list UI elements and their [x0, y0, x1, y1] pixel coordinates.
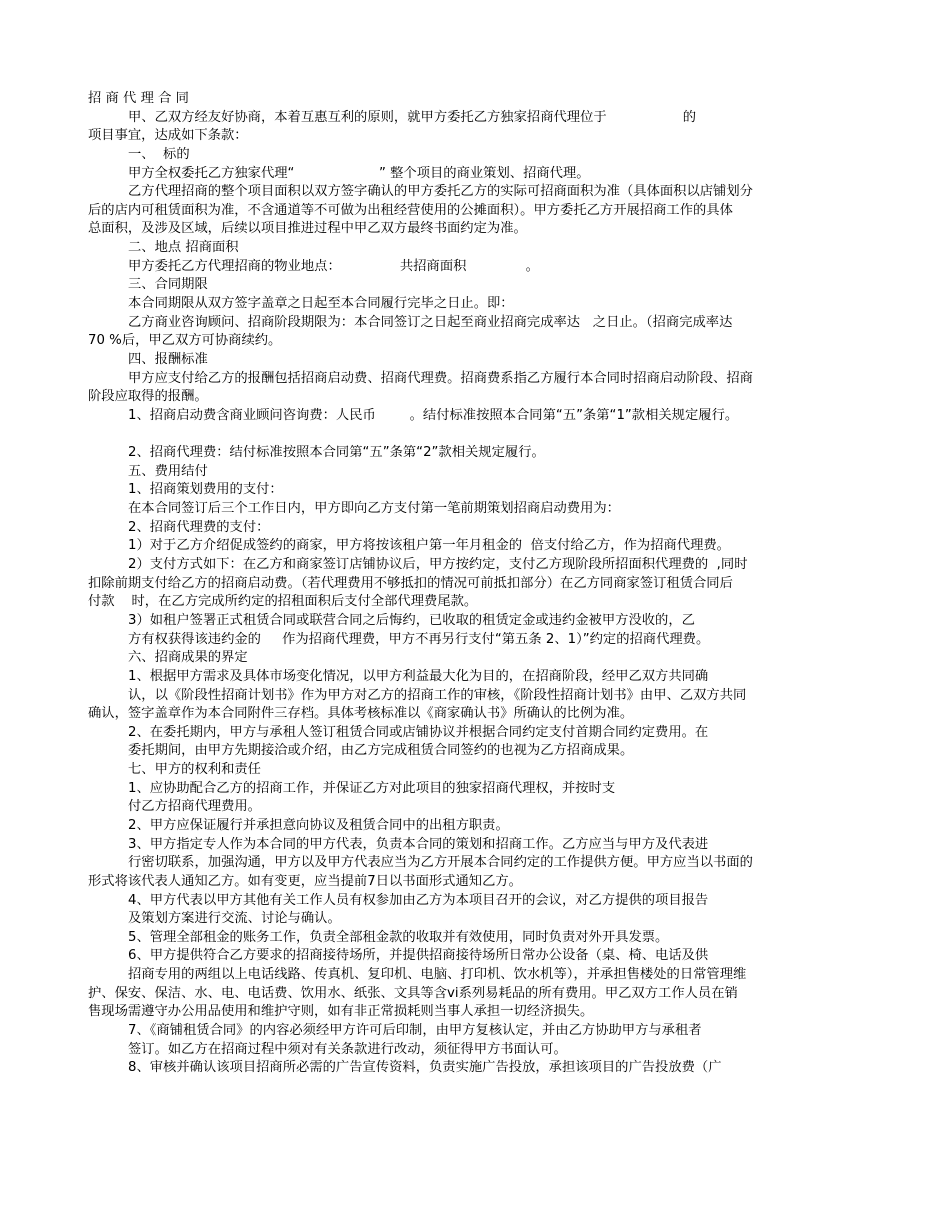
text-line: 3、甲方指定专人作为本合同的甲方代表，负责本合同的策划和招商工作。乙方应当与甲方及代表进	[128, 836, 709, 852]
text-line: 2、甲方应保证履行并承担意向协议及租赁合同中的出租方职责。	[128, 817, 509, 833]
text-line: 7、《商铺租赁合同》的内容必须经甲方许可后印制，由甲方复核认定，并由乙方协助甲方与承租者	[128, 1023, 702, 1039]
text-line: 2）支付方式如下：在乙方和商家签订店铺协议后，甲方按约定，支付乙方现阶段所招面积代理费的 ,同时	[128, 557, 748, 573]
text-line	[88, 426, 868, 445]
text-line: 甲方全权委托乙方独家代理“ ” 整个项目的商业策划、招商代理。	[128, 165, 590, 181]
text-line: 6、甲方提供符合乙方要求的招商接待场所，并提供招商接待场所日常办公设备（桌、椅、电话及供	[128, 948, 709, 964]
text-line: 后的店内可租赁面积为准，不含通道等不可做为出租经营使用的公摊面积）。甲方委托乙方开展招商工作的具体	[88, 202, 733, 218]
text-line: 乙方商业咨询顾问、招商阶段期限为：本合同签订之日起至商业招商完成率达 之日止。（招商完成率达	[128, 314, 733, 330]
text-line: 甲、乙双方经友好协商，本着互惠互利的原则，就甲方委托乙方独家招商代理位于 的	[128, 109, 697, 125]
text-line: 一、 标的	[128, 146, 190, 162]
text-line: 形式将该代表人通知乙方。如有变更，应当提前7日以书面形式通知乙方。	[88, 873, 522, 889]
text-line: 1、根据甲方需求及具体市场变化情况，以甲方利益最大化为目的，在招商阶段，经甲乙双方共同确	[128, 668, 709, 684]
text-line: 及策划方案进行交流、讨论与确认。	[128, 911, 341, 927]
text-line: 2、在委托期内，甲方与承租人签订租赁合同或店铺协议并根据合同约定支付首期合同约定费用。在	[128, 724, 709, 740]
text-line: 本合同期限从双方签字盖章之日起至本合同履行完毕之日止。即：	[128, 296, 514, 312]
text-line: 六、招商成果的界定	[128, 650, 248, 666]
text-line: 确认，签字盖章作为本合同附件三存档。具体考核标准以《商家确认书》所确认的比例为准。	[88, 706, 634, 722]
text-line: 阶段应取得的报酬。	[88, 389, 208, 405]
text-line: 认，以《阶段性招商计划书》作为甲方对乙方的招商工作的审核，《阶段性招商计划书》由甲、乙双方共同	[128, 687, 747, 703]
text-line: 2、招商代理费的支付：	[128, 519, 270, 535]
text-line: 售现场需遵守办公用品使用和维护守则，如有非正常损耗则当事人承担一切经济损失。	[88, 1004, 594, 1020]
text-line: 四、报酬标准	[128, 351, 208, 367]
text-line: 委托期间，由甲方先期接洽或介绍，由乙方完成租赁合同签约的也视为乙方招商成果。	[128, 743, 634, 759]
text-line: 4、甲方代表以甲方其他有关工作人员有权参加由乙方为本项目召开的会议，对乙方提供的项目报告	[128, 892, 709, 908]
text-line: 1）对于乙方介绍促成签约的商家，甲方将按该租户第一年月租金的 倍支付给乙方，作为招商代理费。	[128, 538, 730, 554]
text-line: 1、招商启动费含商业顾问咨询费：人民币 。结付标准按照本合同第“五”条第“1”款相关规定履行。	[128, 407, 739, 423]
text-line: 付乙方招商代理费用。	[128, 799, 261, 815]
text-line: 在本合同签订后三个工作日内，甲方即向乙方支付第一笔前期策划招商启动费用为：	[128, 501, 620, 517]
text-line: 总面积，及涉及区域，后续以项目推进过程中甲乙双方最终书面约定为准。	[88, 221, 527, 237]
text-line: 二、地点 招商面积	[128, 240, 239, 256]
text-line: 5、管理全部租金的账务工作，负责全部租金款的收取并有效使用，同时负责对外开具发票。	[128, 929, 669, 945]
text-line: 3）如租户签署正式租赁合同或联营合同之后悔约，已收取的租赁定金或违约金被甲方没收的，乙	[128, 612, 695, 628]
text-line: 扣除前期支付给乙方的招商启动费。（若代理费用不够抵扣的情况可前抵扣部分）在乙方同商家签订租赁合同后	[88, 575, 733, 591]
text-line: 项目事宜，达成如下条款：	[88, 128, 248, 144]
text-line: 七、甲方的权利和责任	[128, 762, 261, 778]
text-line: 护、保安、保洁、水、电、电话费、饮用水、纸张、文具等含vi系列易耗品的所有费用。甲乙双方工作人员在销	[88, 985, 738, 1001]
text-line: 方有权获得该违约金的 作为招商代理费，甲方不再另行支付“第五条 2、1）”约定的招商代理费。	[128, 631, 710, 647]
text-line: 行密切联系，加强沟通，甲方以及甲方代表应当为乙方开展本合同约定的工作提供方便。甲方应当以书面的	[128, 855, 753, 871]
text-line: 70 %后，甲乙双方可协商续约。	[88, 333, 282, 349]
text-line: 1、应协助配合乙方的招商工作，并保证乙方对此项目的独家招商代理权，并按时支	[128, 780, 616, 796]
text-line: 1、招商策划费用的支付：	[128, 482, 283, 498]
text-line: 甲方应支付给乙方的报酬包括招商启动费、招商代理费。招商费系指乙方履行本合同时招商启动阶段、招商	[128, 370, 753, 386]
text-line: 8、审核并确认该项目招商所必需的广告宣传资料，负责实施广告投放，承担该项目的广告投放费（广	[128, 1060, 722, 1076]
document-title: 招 商 代 理 合 同	[88, 91, 189, 106]
text-line: 签订。如乙方在招商过程中须对有关条款进行改动，须征得甲方书面认可。	[128, 1041, 567, 1057]
text-line: 乙方代理招商的整个项目面积以双方签字确认的甲方委托乙方的实际可招商面积为准（具体面积以店铺划分	[128, 184, 753, 200]
text-line: 付款 时，在乙方完成所约定的招租面积后支付全部代理费尾款。	[88, 594, 478, 610]
text-line: 五、费用结付	[128, 463, 208, 479]
text-line: 甲方委托乙方代理招商的物业地点： 共招商面积 。	[128, 258, 539, 274]
document-body	[88, 90, 868, 1078]
text-line: 招商专用的两组以上电话线路、传真机、复印机、电脑、打印机、饮水机等），并承担售楼处的日常管理维	[128, 967, 747, 983]
text-line: 三、合同期限	[128, 277, 208, 293]
text-line: 2、招商代理费：结付标准按照本合同第“五”条第“2”款相关规定履行。	[128, 445, 545, 461]
